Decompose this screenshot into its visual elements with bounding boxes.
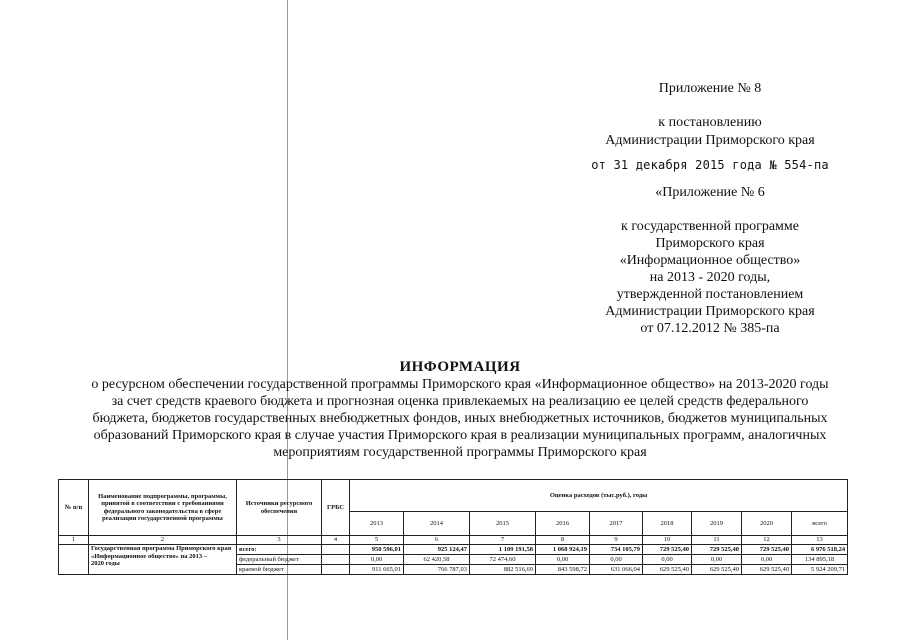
column-index-row bbox=[59, 536, 848, 545]
value-cell: 729 525,40 bbox=[692, 545, 742, 555]
program-name-line: Государственная программа Приморского края bbox=[91, 545, 232, 552]
grbs-cell bbox=[322, 555, 350, 565]
total-cell: 5 924 209,71 bbox=[792, 565, 848, 575]
value-cell: 950 596,01 bbox=[350, 545, 404, 555]
value-cell: 0,00 bbox=[536, 555, 590, 565]
annex-resolution-date: от 31 декабря 2015 года № 554-па bbox=[591, 158, 829, 172]
header-year: 2016 bbox=[536, 512, 590, 536]
title-line-5: мероприятиям государственной программы Приморского края bbox=[273, 445, 647, 460]
title-line-2: за счет средств краевого бюджета и прогнозная оценка привлекаемых на реализацию ее целей средств федерального bbox=[111, 394, 809, 409]
header-total: всего bbox=[792, 512, 848, 536]
header-estimate: Оценка расходов (тыс.руб.), годы bbox=[350, 480, 848, 512]
program-name-cell bbox=[89, 545, 237, 575]
column-index: 4 bbox=[322, 536, 350, 545]
annex-to-program: к государственной программе bbox=[621, 219, 799, 234]
column-index: 7 bbox=[470, 536, 536, 545]
column-index: 11 bbox=[692, 536, 742, 545]
column-index: 13 bbox=[792, 536, 848, 545]
annex-program-name: «Информационное общество» bbox=[619, 253, 801, 268]
resource-table bbox=[58, 479, 848, 575]
total-cell: 6 976 518,24 bbox=[792, 545, 848, 555]
value-cell: 631 066,04 bbox=[590, 565, 643, 575]
value-cell: 729 525,40 bbox=[643, 545, 692, 555]
grbs-cell bbox=[322, 565, 350, 575]
value-cell: 0,00 bbox=[590, 555, 643, 565]
document-title bbox=[40, 358, 880, 461]
annex-primorsky: Приморского края bbox=[655, 236, 765, 251]
annex-resolution-date-2: от 07.12.2012 № 385-па bbox=[640, 321, 780, 336]
header-year: 2015 bbox=[470, 512, 536, 536]
annex-approved: утвержденной постановлением bbox=[616, 287, 804, 302]
title-heading: ИНФОРМАЦИЯ bbox=[399, 359, 521, 375]
source-cell: всего: bbox=[237, 545, 322, 555]
header-source: Источники ресурсного обеспечения bbox=[237, 480, 322, 536]
value-cell: 62 420,58 bbox=[404, 555, 470, 565]
value-cell: 766 787,03 bbox=[404, 565, 470, 575]
table-row-total bbox=[59, 545, 848, 555]
header-year: 2017 bbox=[590, 512, 643, 536]
header-num: № п/п bbox=[59, 480, 89, 536]
column-index: 9 bbox=[590, 536, 643, 545]
column-index: 6 bbox=[404, 536, 470, 545]
annex-appendix-8: Приложение № 8 bbox=[658, 81, 762, 96]
header-name: Наименование подпрограммы, программы, принятой в соответствии с требованиями федерального законодательства в сфере реализации государственной программы bbox=[89, 480, 237, 536]
value-cell: 1 109 191,58 bbox=[470, 545, 536, 555]
header-year: 2014 bbox=[404, 512, 470, 536]
value-cell: 925 124,47 bbox=[404, 545, 470, 555]
title-line-4: образований Приморского края в случае участия Приморского края в реализации муниципальных программ, аналогичных bbox=[93, 428, 827, 443]
column-index: 8 bbox=[536, 536, 590, 545]
header-year: 2018 bbox=[643, 512, 692, 536]
value-cell: 0,00 bbox=[350, 555, 404, 565]
value-cell: 0,00 bbox=[643, 555, 692, 565]
source-cell: краевой бюджет bbox=[237, 565, 322, 575]
value-cell: 734 105,79 bbox=[590, 545, 643, 555]
value-cell: 72 474,60 bbox=[470, 555, 536, 565]
title-line-3: бюджета, бюджетов государственных внебюджетных фондов, иных внебюджетных источников, бюджетов муниципальных bbox=[92, 411, 828, 426]
grbs-cell bbox=[322, 545, 350, 555]
header-year: 2019 bbox=[692, 512, 742, 536]
column-index: 3 bbox=[237, 536, 322, 545]
header-grbs: ГРБС bbox=[322, 480, 350, 536]
column-index: 12 bbox=[742, 536, 792, 545]
value-cell: 843 598,72 bbox=[536, 565, 590, 575]
annex-to-resolution: к постановлению bbox=[658, 115, 762, 130]
value-cell: 729 525,40 bbox=[742, 545, 792, 555]
value-cell: 629 525,40 bbox=[742, 565, 792, 575]
row-number-cell bbox=[59, 545, 89, 575]
program-name-line: «Информационное общество» на 2013 – bbox=[91, 552, 208, 560]
header-year: 2020 bbox=[742, 512, 792, 536]
value-cell: 0,00 bbox=[692, 555, 742, 565]
column-index: 2 bbox=[89, 536, 237, 545]
annex-appendix-6: «Приложение № 6 bbox=[655, 185, 765, 200]
value-cell: 911 665,01 bbox=[350, 565, 404, 575]
annex-administration-2: Администрации Приморского края bbox=[605, 304, 815, 319]
header-year: 2013 bbox=[350, 512, 404, 536]
value-cell: 1 068 924,19 bbox=[536, 545, 590, 555]
total-cell: 134 895,18 bbox=[792, 555, 848, 565]
annex-years: на 2013 - 2020 годы, bbox=[649, 270, 771, 285]
value-cell: 882 516,69 bbox=[470, 565, 536, 575]
source-cell: федеральный бюджет bbox=[237, 555, 322, 565]
program-name-line: 2020 годы bbox=[91, 560, 120, 567]
value-cell: 0,00 bbox=[742, 555, 792, 565]
column-index: 5 bbox=[350, 536, 404, 545]
column-index: 1 bbox=[59, 536, 89, 545]
annex-administration: Администрации Приморского края bbox=[605, 133, 815, 148]
column-index: 10 bbox=[643, 536, 692, 545]
value-cell: 629 525,40 bbox=[643, 565, 692, 575]
title-line-1: о ресурсном обеспечении государственной программы Приморского края «Информационное общество» на 2013-2020 годы bbox=[91, 377, 829, 392]
value-cell: 629 525,40 bbox=[692, 565, 742, 575]
